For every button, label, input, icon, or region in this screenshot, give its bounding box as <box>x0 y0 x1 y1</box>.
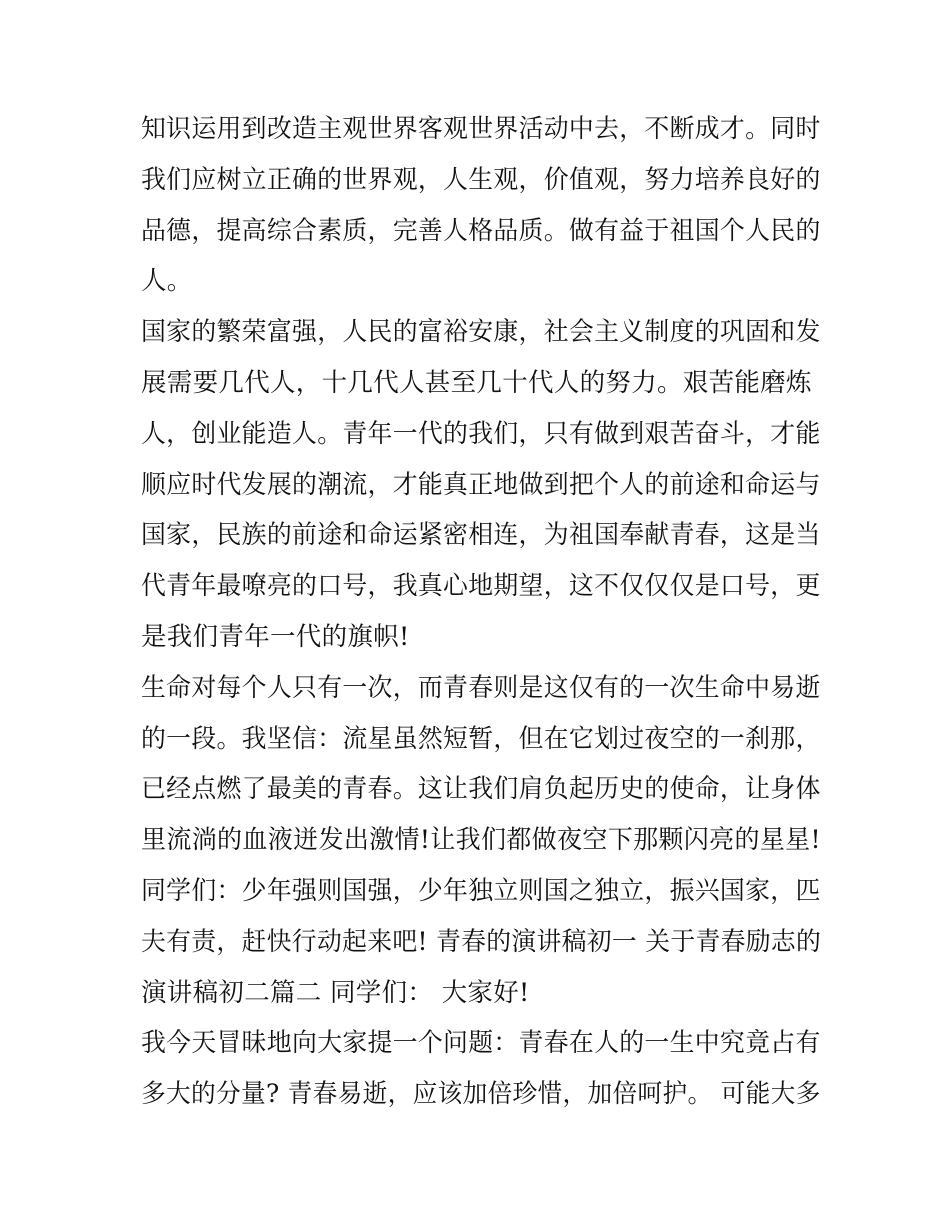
text-line: 我们应树立正确的世界观，人生观，价值观，努力培养良好的 <box>141 164 821 195</box>
text-line: 顺应时代发展的潮流，才能真正地做到把个人的前途和命运与 <box>141 469 821 500</box>
body-text <box>141 104 821 1120</box>
text-line: 国家的繁荣富强，人民的富裕安康，社会主义制度的巩固和发 <box>141 317 821 348</box>
text-line: 同学们：少年强则国强，少年独立则国之独立，振兴国家，匹 <box>141 875 821 906</box>
text-line: 展需要几代人，十几代人甚至几十代人的努力。艰苦能磨炼 <box>141 367 812 398</box>
text-line: 多大的分量? 青春易逝，应该加倍珍惜，加倍呵护。 可能大多 <box>141 1079 821 1110</box>
text-line: 里流淌的血液迸发出激情!让我们都做夜空下那颗闪亮的星星! <box>141 825 821 856</box>
text-line: 知识运用到改造主观世界客观世界活动中去，不断成才。同时 <box>141 114 821 144</box>
text-line: 品德，提高综合素质，完善人格品质。做有益于祖国个人民的 <box>141 215 821 246</box>
text-line: 已经点燃了最美的青春。这让我们肩负起历史的使命，让身体 <box>141 774 821 805</box>
text-line: 我今天冒昧地向大家提一个问题：青春在人的一生中究竟占有 <box>141 1028 821 1059</box>
text-line: 国家，民族的前途和命运紧密相连，为祖国奉献青春，这是当 <box>141 520 821 551</box>
text-line: 夫有责，赶快行动起来吧! 青春的演讲稿初一 关于青春励志的 <box>141 926 822 957</box>
text-line: 生命对每个人只有一次，而青春则是这仅有的一次生命中易逝 <box>141 672 821 703</box>
text-line: 是我们青年一代的旗帜! <box>141 621 410 652</box>
text-line: 演讲稿初二篇二 同学们： 大家好! <box>141 977 530 1008</box>
text-line: 代青年最嘹亮的口号，我真心地期望，这不仅仅仅是口号，更 <box>141 571 821 602</box>
text-line: 的一段。我坚信：流星虽然短暂，但在它划过夜空的一刹那， <box>141 723 821 754</box>
text-line: 人，创业能造人。青年一代的我们，只有做到艰苦奋斗，才能 <box>141 418 821 449</box>
text-line: 人。 <box>141 266 193 297</box>
